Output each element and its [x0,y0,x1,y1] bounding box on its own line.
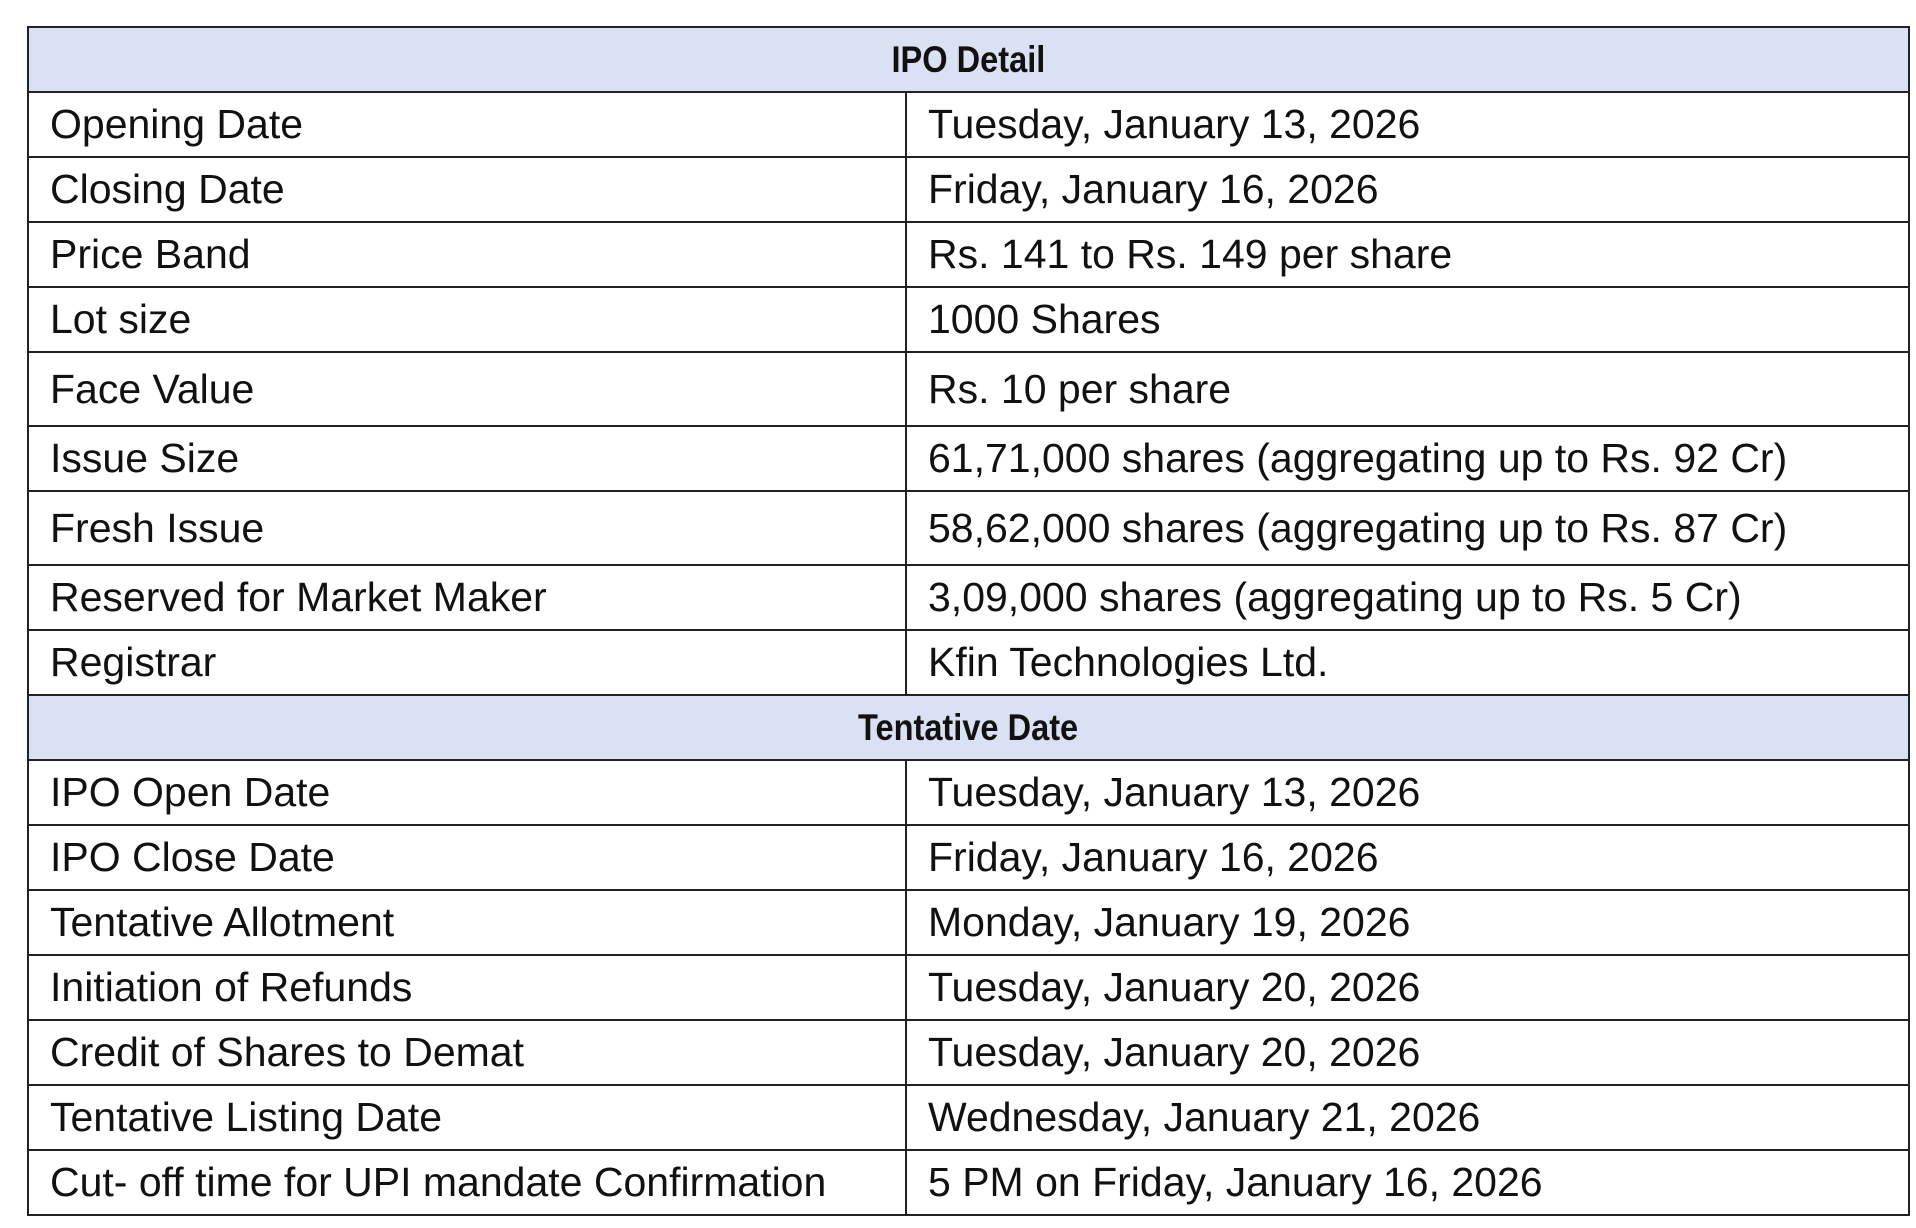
row-label: Initiation of Refunds [28,955,906,1020]
row-label: Closing Date [28,157,906,222]
table-row [28,825,1909,890]
row-label: Issue Size [28,426,906,491]
table-row [28,352,1909,426]
table-row [28,491,1909,565]
section-header-row [28,695,1909,760]
table-row [28,1085,1909,1150]
table-row [28,426,1909,491]
row-value: Rs. 141 to Rs. 149 per share [906,222,1909,287]
row-value: Friday, January 16, 2026 [906,825,1909,890]
row-value: Tuesday, January 20, 2026 [906,1020,1909,1085]
table-row [28,222,1909,287]
table-row [28,630,1909,695]
tentative-date-heading-text: Tentative Date [858,707,1079,748]
row-label: Price Band [28,222,906,287]
table-row [28,287,1909,352]
row-value: 3,09,000 shares (aggregating up to Rs. 5 Cr) [906,565,1909,630]
section-header-row [28,27,1909,92]
row-value: Rs. 10 per share [906,352,1909,426]
row-label: Tentative Allotment [28,890,906,955]
table-row [28,92,1909,157]
ipo-detail-table [27,26,1910,1216]
row-value: Friday, January 16, 2026 [906,157,1909,222]
row-value: Tuesday, January 20, 2026 [906,955,1909,1020]
table-row [28,157,1909,222]
row-label: Fresh Issue [28,491,906,565]
table-row [28,565,1909,630]
row-label: Tentative Listing Date [28,1085,906,1150]
table-row [28,1150,1909,1215]
tentative-date-heading [28,695,1909,760]
row-value: Tuesday, January 13, 2026 [906,760,1909,825]
row-label: Lot size [28,287,906,352]
row-label: IPO Open Date [28,760,906,825]
row-label: Opening Date [28,92,906,157]
row-label: Registrar [28,630,906,695]
table-row [28,1020,1909,1085]
row-value: Wednesday, January 21, 2026 [906,1085,1909,1150]
row-label: Face Value [28,352,906,426]
row-value: 1000 Shares [906,287,1909,352]
table-row [28,760,1909,825]
row-value: 58,62,000 shares (aggregating up to Rs. 87 Cr) [906,491,1909,565]
ipo-detail-heading-text: IPO Detail [891,39,1046,80]
row-value: 5 PM on Friday, January 16, 2026 [906,1150,1909,1215]
ipo-detail-heading [28,27,1909,92]
row-value: Tuesday, January 13, 2026 [906,92,1909,157]
row-label: Cut- off time for UPI mandate Confirmation [28,1150,906,1215]
row-value: 61,71,000 shares (aggregating up to Rs. 92 Cr) [906,426,1909,491]
table-row [28,890,1909,955]
row-label: Credit of Shares to Demat [28,1020,906,1085]
row-value: Monday, January 19, 2026 [906,890,1909,955]
row-value: Kfin Technologies Ltd. [906,630,1909,695]
row-label: IPO Close Date [28,825,906,890]
row-label: Reserved for Market Maker [28,565,906,630]
table-row [28,955,1909,1020]
